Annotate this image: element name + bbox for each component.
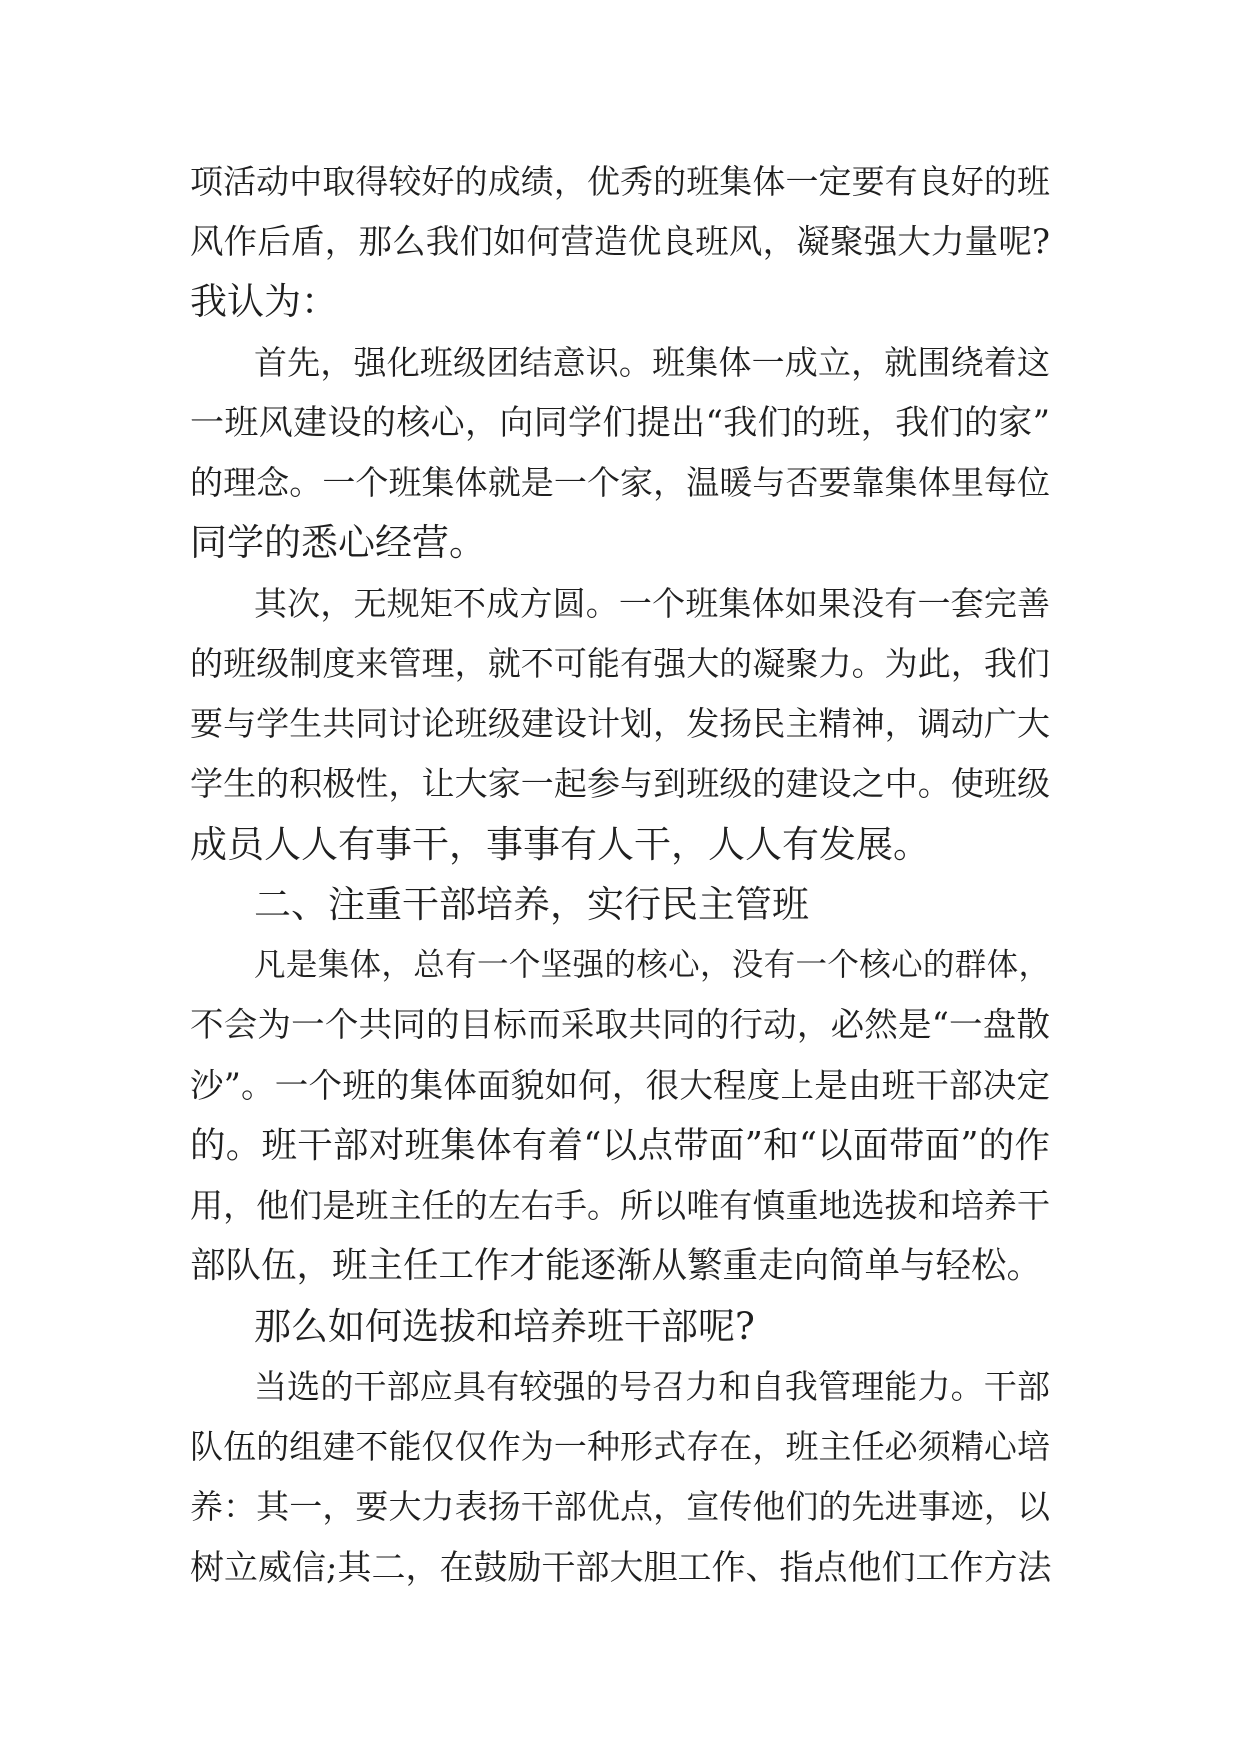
text-line: 养：其一，要大力表扬干部优点，宣传他们的先进事迹，以 (190, 1487, 1050, 1526)
text-line: 一班风建设的核心，向同学们提出“我们的班，我们的家” (190, 403, 1050, 443)
text-line: 部队伍，班主任工作才能逐渐从繁重走向简单与轻松。 (190, 1245, 1043, 1286)
paragraph-first-line: 凡是集体，总有一个坚强的核心，没有一个核心的群体， (254, 947, 1050, 983)
text-line: 队伍的组建不能仅仅作为一种形式存在，班主任必须精心培 (190, 1427, 1050, 1466)
text-line: 成员人人有事干，事事有人干，人人有发展。 (190, 823, 930, 866)
paragraph-first-line: 那么如何选拔和培养班干部呢? (254, 1305, 755, 1348)
text-line: 项活动中取得较好的成绩，优秀的班集体一定要有良好的班 (190, 162, 1050, 201)
paragraph-first-line: 当选的干部应具有较强的号召力和自我管理能力。干部 (254, 1367, 1050, 1406)
text-line: 风作后盾，那么我们如何营造优良班风，凝聚强大力量呢? (190, 222, 1050, 261)
text-line: 学生的积极性，让大家一起参与到班级的建设之中。使班级 (190, 764, 1050, 803)
text-line: 沙”。一个班的集体面貌如何，很大程度上是由班干部决定 (190, 1066, 1050, 1105)
section-heading: 二、注重干部培养，实行民主管班 (254, 883, 809, 926)
text-line: 用，他们是班主任的左右手。所以唯有慎重地选拔和培养干 (190, 1186, 1050, 1225)
text-line: 的班级制度来管理，就不可能有强大的凝聚力。为此，我们 (190, 644, 1050, 683)
text-line: 的。班干部对班集体有着“以点带面”和“以面带面”的作 (190, 1125, 1050, 1166)
paragraph-first-line: 其次，无规矩不成方圆。一个班集体如果没有一套完善 (254, 584, 1050, 623)
paragraph-first-line: 首先，强化班级团结意识。班集体一成立，就围绕着这 (254, 343, 1050, 382)
text-line: 不会为一个共同的目标而采取共同的行动，必然是“一盘散 (190, 1005, 1050, 1044)
text-line: 树立威信;其二，在鼓励干部大胆工作、指点他们工作方法 (190, 1548, 1052, 1588)
text-line: 我认为： (190, 280, 338, 323)
text-line: 的理念。一个班集体就是一个家，温暖与否要靠集体里每位 (190, 463, 1050, 502)
text-line: 同学的悉心经营。 (190, 521, 486, 564)
text-line: 要与学生共同讨论班级建设计划，发扬民主精神，调动广大 (190, 704, 1050, 743)
